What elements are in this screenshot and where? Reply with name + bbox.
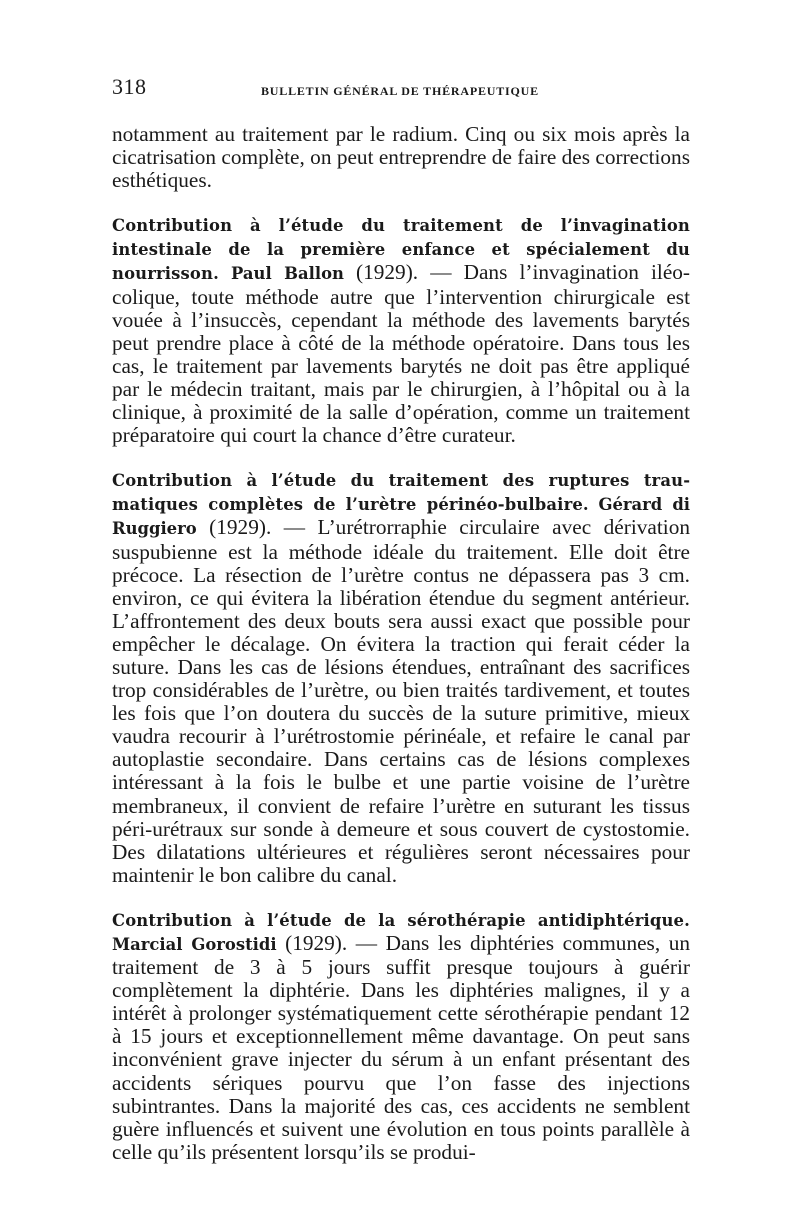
article-year: (1929).: [209, 515, 272, 540]
article-text: — Dans l’invagination iléo-colique, toute méthode autre que l’intervention chirurgicale est vouée à l’insuccès, cependant la méthode des lavements barytés peut prendre place à côté de la méthode opératoire. Dans tous les cas, le traitement par lavements barytés ne doit pas être appliqué par le médecin traitant, mais par le chirurgien, à l’hôpital ou à la clinique, à proximité de la salle d’opération, comme un traitement préparatoire qui court la chance d’être curateur.: [112, 260, 691, 448]
page-number: 318: [112, 74, 147, 99]
page-body: [112, 123, 690, 1164]
intro-paragraph: notamment au traitement par le radium. Cinq ou six mois après la cicatrisation complète, on peut entreprendre de faire des corrections esthétiques.: [112, 122, 690, 193]
article-title: Contribution à l’étude du traitement des ruptures traumatiques complètes de l’urètre périnéo-bulbaire.: [112, 471, 690, 515]
article-title: Contribution à l’étude de la sérothérapie antidiphtérique.: [112, 910, 690, 930]
article-author: Paul Ballon: [231, 264, 344, 284]
article-invagination: [112, 213, 690, 447]
article-serotherapy: [112, 908, 690, 1164]
article-author: Marcial Gorostidi: [112, 935, 277, 954]
article-text: — L’urétrorraphie circulaire avec dérivation suspubienne est la méthode idéale du traitement. Elle doit être précoce. La résection de l’urètre contus ne dépassera pas 3 cm. environ, ce qui évitera la libération étendue du segment antérieur. L’affrontement des deux bouts sera aussi exact que possible pour empêcher le décalage. On évitera la traction qui ferait céder la suture. Dans les cas de lésions étendues, entraînant des sacrifices trop considérables de l’urètre, ou bien traités tardivement, et toutes les fois que l’on doutera du succès de la suture primitive, mieux vaudra recourir à l’urétrostomie périnéale, et refaire le canal par autoplastie secondaire. Dans certains cas de lésions complexes intéressant à la fois le bulbe et une partie voisine de l’urètre membraneux, il convient de refaire l’urètre en suturant les tissus péri-urétraux sur sonde à demeure et sous couvert de cystostomie. Des dilatations ultérieures et régulières seront nécessaires pour maintenir le bon calibre du canal.: [112, 515, 691, 887]
article-text: — Dans les diphtéries communes, un traitement de 3 à 5 jours suffit presque toujours à guérir complètement la diphtérie. Dans les diphtéries malignes, il y a intérêt à prolonger systématiquement cette sérothérapie pendant 12 à 15 jours et exceptionnellement même davantage. On peut sans inconvénient grave injecter du sérum à un enfant présentant des accidents sériques pourvu que l’on fasse des injections subintrantes. Dans la majorité des cas, ces accidents ne semblent guère influencés et suivent une évolution en tous points parallèle à celle qu’ils présentent lorsqu’ils se produi-: [112, 931, 690, 1164]
article-author: Gérard di Ruggiero: [112, 495, 691, 539]
article-urethra: [112, 468, 690, 887]
article-year: (1929).: [285, 931, 348, 955]
running-title: BULLETIN GÉNÉRAL DE THÉRAPEUTIQUE: [261, 84, 539, 98]
article-year: (1929).: [356, 260, 419, 285]
article-title: Contribution à l’étude du traitement de l’invagination intestinale de la première enfance et spécialement du nourrisson.: [112, 216, 690, 284]
page-header: [112, 74, 690, 104]
